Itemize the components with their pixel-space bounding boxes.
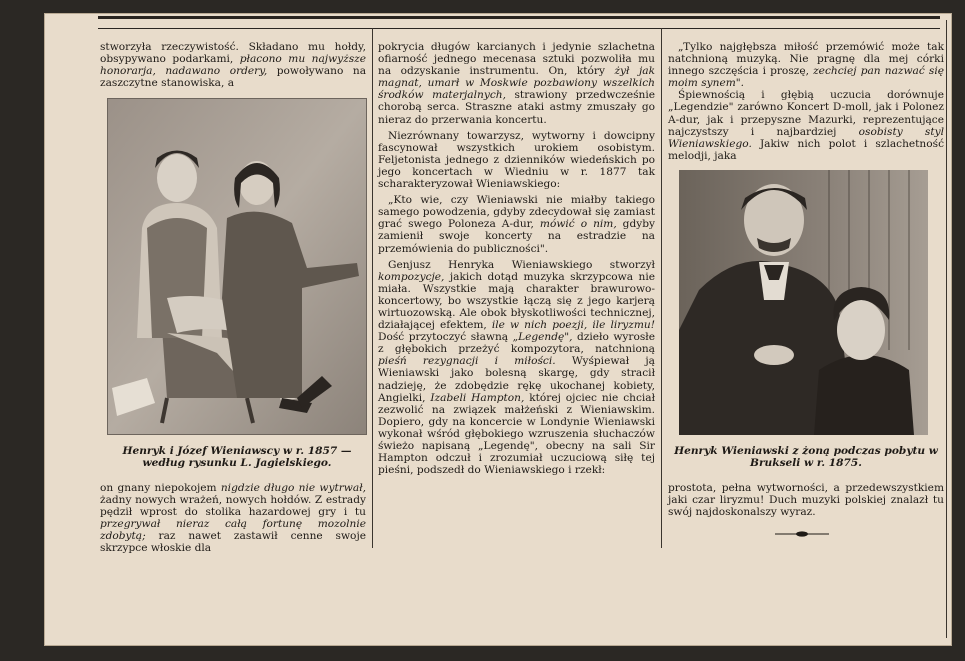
text-run: stworzyła rzeczywistość. Składano mu hołdy, obsypywano podarkami, [100, 41, 366, 66]
paragraph: prostota, pełna wytworności, a przedewszystkiem jaki czar liryzmu! Duch muzyki polskiej znalazł tu swój najdoskonalszy wyraz. [668, 482, 944, 519]
column-divider-2 [661, 28, 662, 548]
text-run: „Kto wie, czy Wieniawski nie miałby takiego samego powodzenia, gdyby zdecydował się zamiast grać swego Poloneza A-dur, [378, 194, 655, 231]
text-run: Śpiewnością i głębią uczucia dorównuje „Legendzie" zarówno Koncert D-moll, jak i Polonez A-dur, jak i przepyszne Mazurki, reprezentujące najczystszy i najbardziej [668, 89, 944, 138]
text-run: jakich dotąd muzyka skrzypcowa nie miała. Wszystkie mają charakter brawurowo-koncertowy, bo wszystkie łączą się z jego karjerą wirtuozowską. Ale obok błyskotliwości technicznej, działającej efektem, [378, 270, 655, 332]
text-italic: mówić o nim, [539, 218, 617, 231]
portrait-couple-image [679, 170, 928, 435]
paragraph: Niezrównany towarzysz, wytworny i dowcipny fascynował wszystkich urokiem osobistym. Feljetonista jednego z dzienników wiedeńskich po jego koncertach w Wiedniu w r. 1877 tak scharakteryzował Wieniawskiego: [378, 129, 655, 191]
column-1-bottom-text [100, 482, 366, 555]
text-run: Wyśpiewał ją Wieniawski jako bolesną skargę, gdy stracił nadzieję, że zdobędzie rękę ukochanej kobiety, Angielki, [378, 355, 655, 404]
portrait-brothers-image [107, 98, 367, 435]
text-italic: ile w nich poezji, ile liryzmu! [491, 319, 655, 332]
text-run: Genjusz Henryka Wieniawskiego stworzył [388, 258, 655, 271]
text-run: „Tylko najgłębsza miłość przemówić może tak natchnioną muzyką. Nie pragnę dla mej córki innego szczęścia i proszę, [668, 41, 944, 78]
text-run: Jakiw nich polot i szlachetność melodji, jaka [668, 137, 944, 162]
text-run: raz nawet zastawił cenne swoje skrzypce włoskie dla [100, 530, 366, 555]
header-double-rule [98, 16, 940, 29]
text-italic: nigdzie długo nie wytrwał, [220, 482, 366, 494]
text-run: strawiony przedwcześnie chorobą serca. Straszne ataki astmy zmuszały go nieraz do przerwania koncertu. [378, 89, 656, 126]
text-italic: osobisty styl Wieniawskiego. [668, 125, 944, 150]
text-run: Dość przytoczyć sławną [378, 331, 513, 344]
text-run: której ojciec nie chciał zezwolić na związek małżeński z Wieniawskim. Dopiero, gdy na koncercie w Londynie Wieniawski wykonał wśród głębokiego wzruszenia słuchaczów świeżo napisaną „Legendę", obecny na sali Sir Hampton odczuł i zrozumiał uczuciową siłę tej pieśni, podszedł do Wieniawskiego i rzekł: [378, 391, 656, 477]
column-3-bottom-text [668, 482, 944, 518]
column-1-top-text [100, 41, 366, 89]
text-run: żadny nowych wrażeń, nowych hołdów. Z estrady pędził wprost do stolika hazardowej gry i tu [100, 494, 366, 519]
text-italic: żył jak magnat, umarł w Moskwie pozbawiony wszelkich środków materjalnych, [378, 65, 655, 102]
text-run: powoływano na zaszczytne stanowiska, a [100, 65, 367, 90]
column-3-top-text [668, 41, 944, 162]
text-run: on gnany niepokojem [100, 482, 221, 494]
text-italic: „Legendę", [512, 331, 573, 344]
text-run: pokrycia długów karcianych i jedynie szlachetna ofiarność jednego mecenasa sztuki pozwoliła mu na odzyskanie instrumentu. On, który [378, 41, 655, 78]
column-divider-1 [372, 28, 373, 548]
text-italic: płacono mu najwyższe honorarja, nadawano ordery, [100, 53, 366, 78]
photo-caption-brothers: Henryk i Józef Wieniawscy w r. 1857 — według rysunku L. Jagielskiego. [122, 445, 352, 469]
ornament-divider [775, 531, 829, 537]
text-italic: przegrywał nieraz całą fortunę mozolnie zdobytą; [100, 518, 366, 543]
photo-caption-couple: Henryk Wieniawski z żoną podczas pobytu w Brukseli w r. 1875. [674, 445, 938, 469]
text-italic: zechciej pan nazwać się moim synem". [668, 65, 944, 90]
text-italic: pieśń rezygnacji i miłości. [378, 355, 556, 368]
text-run: dzieło wyrosłe z głębokich przeżyć kompozytora, natchnioną [378, 331, 655, 356]
text-italic: kompozycje, [378, 270, 445, 283]
text-run: gdyby zamienił swoje koncerty na estradzie na przemówienia do publiczności". [378, 218, 656, 255]
text-italic: Izabeli Hampton, [430, 391, 525, 404]
column-2-text [378, 41, 655, 476]
right-edge-rule [946, 20, 947, 638]
